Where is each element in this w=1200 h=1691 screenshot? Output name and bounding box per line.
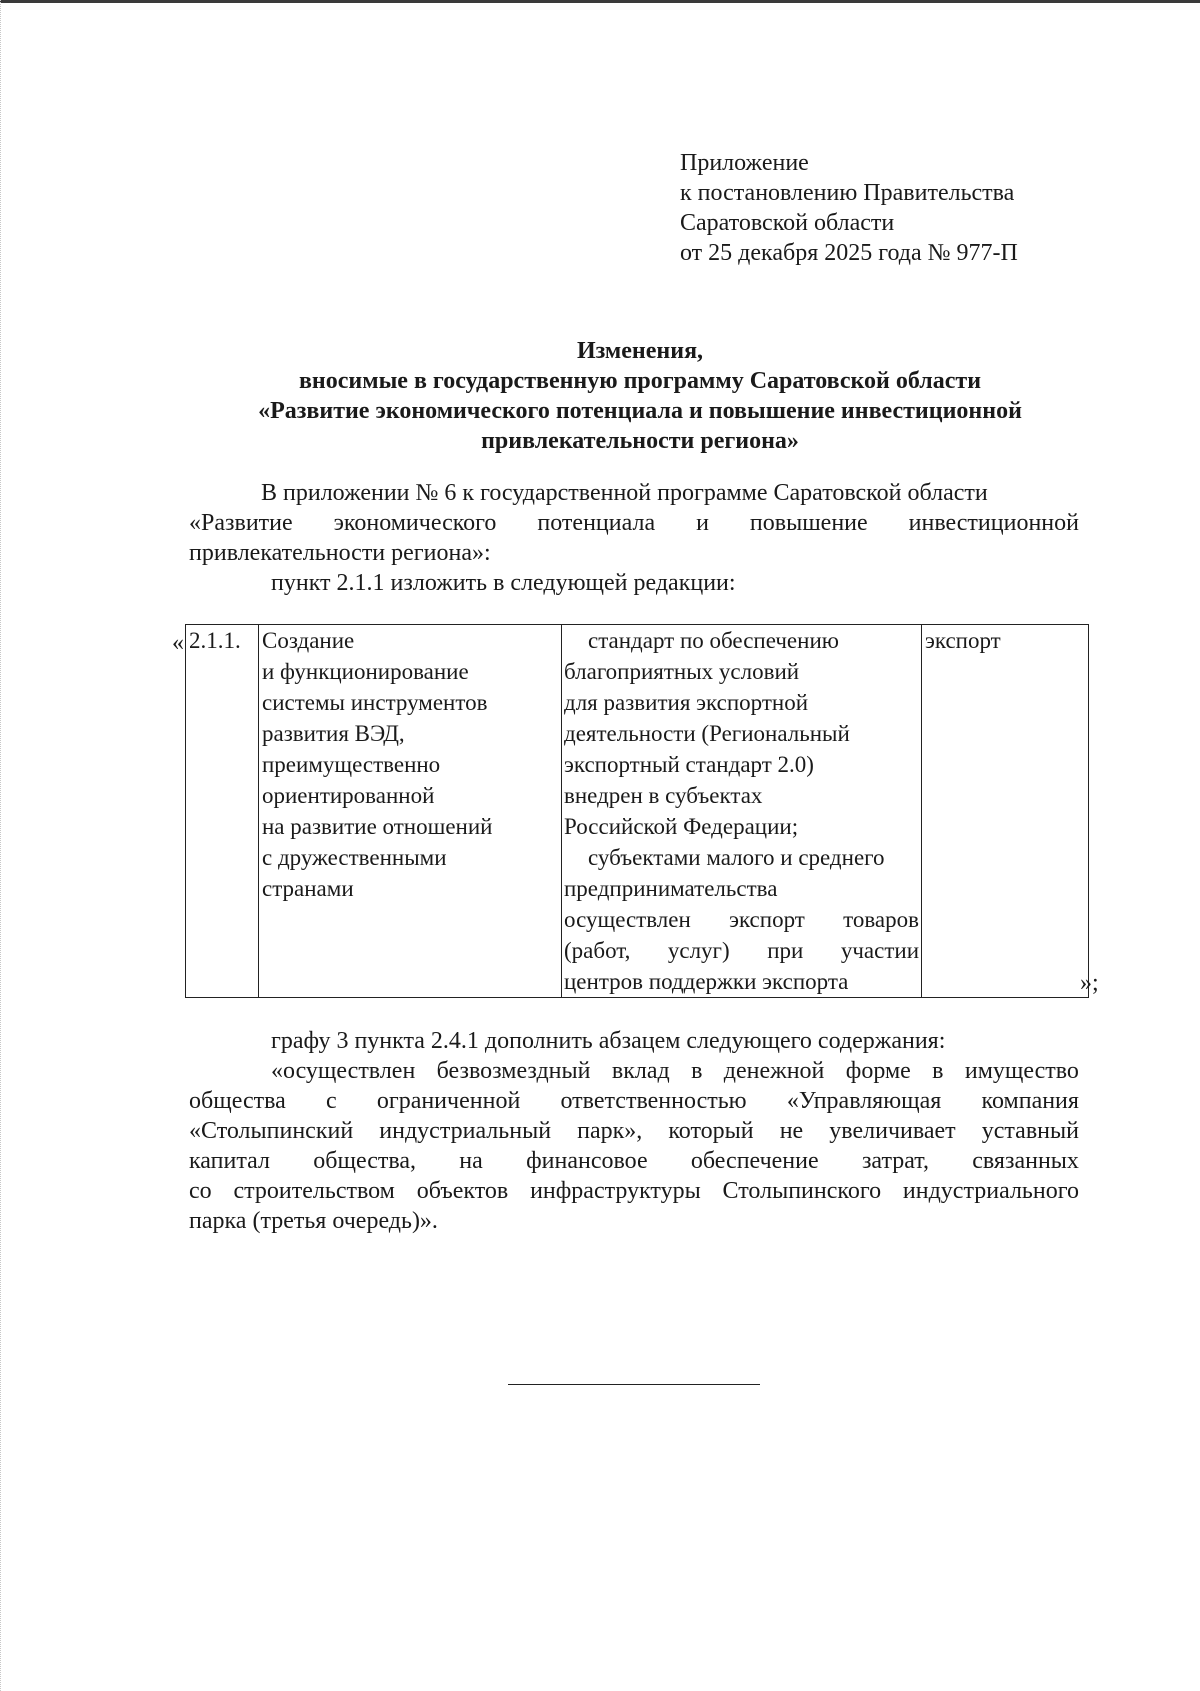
cell-line: Российской Федерации;: [564, 814, 799, 839]
result-justified-line: [564, 904, 919, 935]
word: потенциала: [537, 510, 656, 536]
cell-line: благоприятных условий: [564, 659, 800, 684]
word: на: [459, 1148, 483, 1174]
word: (работ,: [564, 938, 631, 963]
word: увеличивает: [829, 1118, 956, 1144]
content-justified-line: [189, 1116, 1079, 1146]
word: повышение: [749, 510, 868, 536]
title-line: Изменения,: [576, 338, 704, 364]
cell-line: на развитие отношений: [262, 814, 493, 839]
content-justified-line: [189, 1086, 1079, 1116]
cell-name: [259, 625, 562, 998]
amendment-table: [185, 624, 1089, 998]
word: с: [325, 1088, 337, 1114]
punkt-line: пункт 2.1.1 изложить в следующей редакции:: [271, 570, 736, 596]
title-line: вносимые в государственную программу Саратовской области: [298, 368, 982, 394]
table-quote-open: «: [172, 630, 184, 656]
cell-line: внедрен в субъектах: [564, 783, 763, 808]
annex-line: Саратовской области: [680, 210, 895, 236]
word: «Столыпинский: [189, 1118, 354, 1144]
word: связанных: [972, 1148, 1079, 1174]
word: строительством: [233, 1178, 395, 1204]
word: затрат,: [861, 1148, 929, 1174]
word: объектов: [416, 1178, 509, 1204]
word: услуг): [667, 938, 730, 963]
word: инфраструктуры: [530, 1178, 701, 1204]
word: денежной: [723, 1058, 825, 1084]
word: форме: [845, 1058, 911, 1084]
cell-number: 2.1.1.: [186, 625, 259, 998]
word: экспорт: [729, 907, 805, 932]
word: в: [932, 1058, 944, 1084]
cell-line: ориентированной: [262, 783, 435, 808]
word: «Развитие: [189, 510, 293, 536]
word: осуществлен: [564, 907, 691, 932]
word: «Управляющая: [786, 1088, 942, 1114]
table-quote-close: »;: [1080, 970, 1099, 996]
cell-line: развития ВЭД,: [262, 721, 405, 746]
intro-paragraph: [189, 478, 1079, 568]
result-lines: [564, 625, 919, 904]
document-title: [190, 336, 1090, 456]
annex-header: [680, 148, 1018, 268]
content-justified-line: [189, 1056, 1079, 1086]
word: участии: [840, 938, 919, 963]
word: вклад: [611, 1058, 670, 1084]
cell-line: деятельности (Региональный: [564, 721, 850, 746]
closing-rule: [508, 1384, 760, 1385]
cell-line: экспортный стандарт 2.0): [564, 752, 814, 777]
annex-line: Приложение: [680, 150, 809, 176]
word: индустриального: [902, 1178, 1079, 1204]
word: обеспечение: [690, 1148, 819, 1174]
result-justified-line: [564, 935, 919, 966]
word: компания: [981, 1088, 1079, 1114]
word: безвозмездный: [436, 1058, 591, 1084]
grafa-line: графу 3 пункта 2.4.1 дополнить абзацем следующего содержания:: [271, 1028, 946, 1054]
word: «осуществлен: [271, 1058, 416, 1084]
word: при: [767, 938, 804, 963]
word: в: [691, 1058, 703, 1084]
annex-line: от 25 декабря 2025 года № 977-П: [680, 240, 1018, 266]
cell-line: Создание: [262, 628, 355, 653]
cell-line: системы инструментов: [262, 690, 488, 715]
word: Столыпинского: [722, 1178, 882, 1204]
word: имущество: [964, 1058, 1079, 1084]
cell-line: для развития экспортной: [564, 690, 809, 715]
intro-justified-line: [189, 508, 1079, 538]
word: уставный: [981, 1118, 1079, 1144]
word: общества,: [313, 1148, 416, 1174]
content-paragraph: [189, 1056, 1079, 1236]
intro-line: привлекательности региона»:: [189, 540, 491, 566]
annex-line: к постановлению Правительства: [680, 180, 1015, 206]
word: не: [779, 1118, 804, 1144]
table-row: [186, 625, 1089, 998]
word: со: [189, 1178, 212, 1204]
cell-line: предпринимательства: [564, 876, 778, 901]
cell-line: странами: [262, 876, 354, 901]
content-justified-line: [189, 1176, 1079, 1206]
word: финансовое: [526, 1148, 648, 1174]
cell-line: стандарт по обеспечению: [588, 628, 839, 653]
cell-line: субъектами малого и среднего: [588, 845, 885, 870]
word: инвестиционной: [908, 510, 1079, 536]
result-last-line: центров поддержки экспорта: [564, 969, 849, 994]
cell-result: [562, 625, 922, 998]
cell-project: экспорт: [922, 625, 1089, 998]
word: общества: [189, 1088, 286, 1114]
word: который: [668, 1118, 754, 1144]
word: ограниченной: [376, 1088, 521, 1114]
punkt-instruction: [189, 568, 1079, 598]
word: парк»,: [577, 1118, 643, 1144]
content-justified-line: [189, 1146, 1079, 1176]
cell-line: с дружественными: [262, 845, 447, 870]
name-lines: [262, 625, 558, 904]
word: и: [696, 510, 709, 536]
scan-edge-left: [0, 0, 9, 1691]
word: ответственностью: [560, 1088, 747, 1114]
word: индустриальный: [379, 1118, 552, 1144]
intro-line: В приложении № 6 к государственной программе Саратовской области: [261, 480, 988, 506]
content-line: парка (третья очередь)».: [189, 1208, 438, 1234]
word: товаров: [843, 907, 919, 932]
title-line: «Развитие экономического потенциала и повышение инвестиционной: [258, 398, 1022, 424]
word: экономического: [333, 510, 497, 536]
cell-line: преимущественно: [262, 752, 441, 777]
scan-edge-top: [0, 0, 1200, 3]
cell-line: и функционирование: [262, 659, 469, 684]
title-line: привлекательности региона»: [481, 428, 799, 454]
grafa-instruction: [189, 1026, 1079, 1056]
word: капитал: [189, 1148, 270, 1174]
